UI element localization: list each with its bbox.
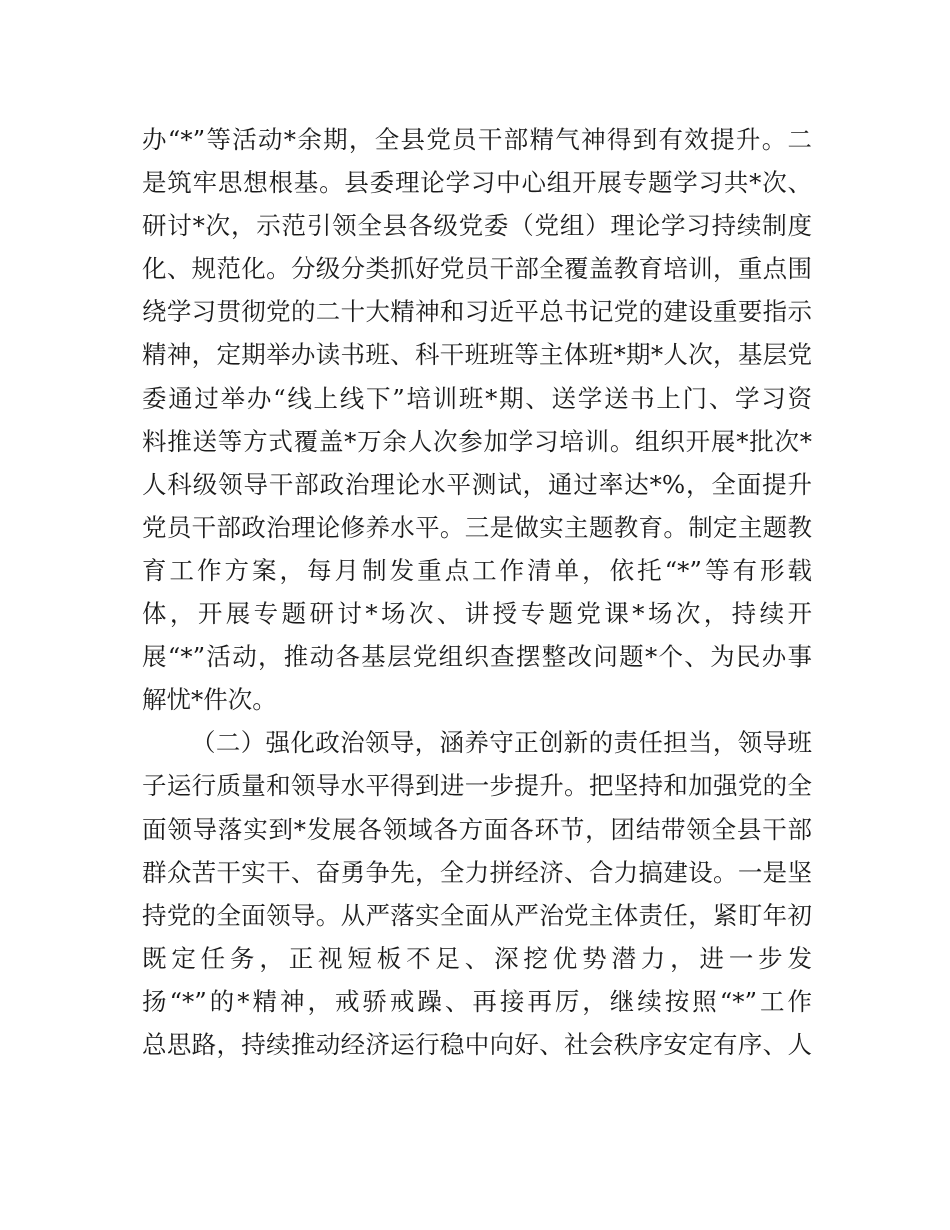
text-line: 研讨*次，示范引领全县各级党委（党组）理论学习持续制度 xyxy=(142,211,812,241)
text-line: 是筑牢思想根基。县委理论学习中心组开展专题学习共*次、 xyxy=(142,168,812,198)
text-line: 办“*”等活动*余期，全县党员干部精气神得到有效提升。二 xyxy=(142,125,812,154)
text-line: 解忧*件次。 xyxy=(142,685,277,715)
text-line: 精神，定期举办读书班、科干班班等主体班*期*人次，基层党 xyxy=(142,340,812,370)
text-line: 持党的全面领导。从严落实全面从严治党主体责任，紧盯年初 xyxy=(142,900,812,930)
text-line: 绕学习贯彻党的二十大精神和习近平总书记党的建设重要指示 xyxy=(142,297,812,327)
body-text xyxy=(142,118,812,1066)
paragraph-2 xyxy=(142,721,812,1066)
text-line: 育工作方案，每月制发重点工作清单，依托“*”等有形载 xyxy=(142,555,812,585)
text-line: 党员干部政治理论修养水平。三是做实主题教育。制定主题教 xyxy=(142,512,812,542)
text-line: 委通过举办“线上线下”培训班*期、送学送书上门、学习资 xyxy=(142,383,812,413)
text-line: 人科级领导干部政治理论水平测试，通过率达*%，全面提升 xyxy=(142,469,812,499)
text-line: 总思路，持续推动经济运行稳中向好、社会秩序安定有序、人 xyxy=(142,1029,812,1059)
text-line: 面领导落实到*发展各领域各方面各环节，团结带领全县干部 xyxy=(142,814,812,844)
text-line: 料推送等方式覆盖*万余人次参加学习培训。组织开展*批次* xyxy=(142,426,812,456)
text-line: 子运行质量和领导水平得到进一步提升。把坚持和加强党的全 xyxy=(142,771,812,801)
text-line: 群众苦干实干、奋勇争先，全力拼经济、合力搞建设。一是坚 xyxy=(142,857,812,887)
text-line: 展“*”活动，推动各基层党组织查摆整改问题*个、为民办事 xyxy=(142,642,812,672)
text-line: 扬“*”的*精神，戒骄戒躁、再接再厉，继续按照“*”工作 xyxy=(142,986,812,1016)
text-line: 化、规范化。分级分类抓好党员干部全覆盖教育培训，重点围 xyxy=(142,254,812,284)
text-line: （二）强化政治领导，涵养守正创新的责任担当，领导班 xyxy=(191,728,812,758)
text-line: 既定任务，正视短板不足、深挖优势潜力，进一步发 xyxy=(142,943,812,973)
paragraph-1 xyxy=(142,118,812,721)
text-line: 体，开展专题研讨*场次、讲授专题党课*场次，持续开 xyxy=(142,599,812,629)
